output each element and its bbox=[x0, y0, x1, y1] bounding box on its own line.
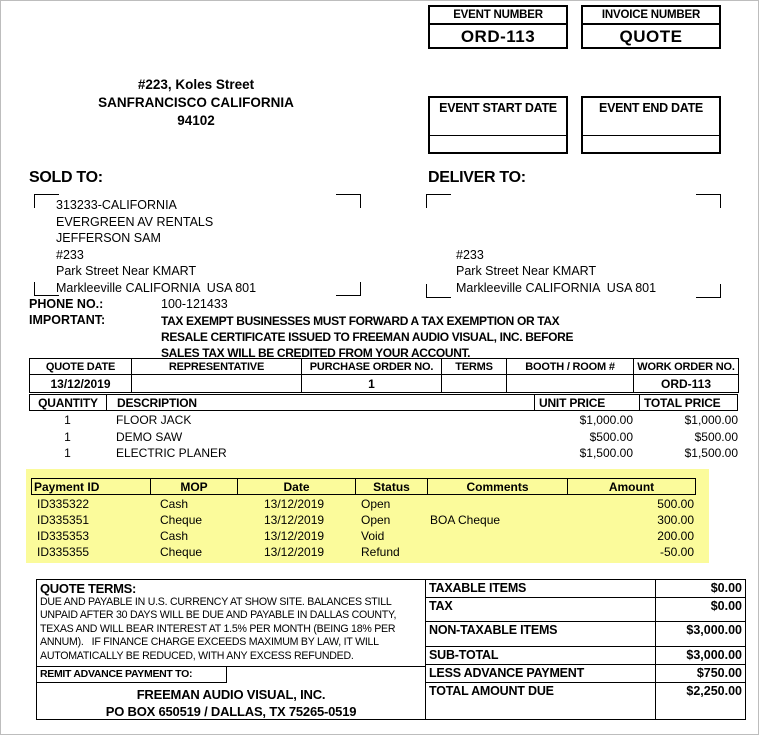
event-start-date-box bbox=[428, 96, 568, 154]
payment-amount: -50.00 bbox=[659, 545, 694, 559]
payment-amount: 500.00 bbox=[657, 497, 694, 511]
sold-to-line: 313233-CALIFORNIA bbox=[56, 198, 177, 212]
event-number-value: ORD-113 bbox=[460, 27, 536, 46]
total-row bbox=[426, 647, 745, 665]
payment-row bbox=[31, 495, 709, 511]
item-description: DEMO SAW bbox=[116, 429, 183, 444]
total-value: $0.00 bbox=[710, 581, 742, 595]
company-address bbox=[41, 76, 351, 130]
sold-to-line: #233 bbox=[56, 247, 84, 262]
important-text: TAX EXEMPT BUSINESSES MUST FORWARD A TAX EXEMPTION OR TAX RESALE CERTIFICATE ISSUED TO FREEMAN AUDIO VISUAL, INC. BEFORE SALES TAX WILL BE CREDITED FROM YOUR ACCOUNT. bbox=[161, 314, 577, 361]
total-label: TOTAL AMOUNT DUE bbox=[426, 683, 656, 719]
remit-company-name: FREEMAN AUDIO VISUAL, INC. bbox=[136, 687, 326, 702]
payments-section bbox=[26, 469, 709, 563]
order-info-header-row bbox=[30, 359, 739, 375]
item-unit-price: $1,500.00 bbox=[579, 446, 633, 460]
event-start-date-value bbox=[430, 136, 566, 152]
crop-mark bbox=[696, 194, 721, 208]
total-label: LESS ADVANCE PAYMENT bbox=[426, 665, 656, 682]
payment-date: 13/12/2019 bbox=[264, 545, 325, 559]
event-number-label: EVENT NUMBER bbox=[430, 7, 566, 25]
sold-to-line: Markleeville CALIFORNIA USA 801 bbox=[56, 280, 257, 295]
terms-header: TERMS bbox=[442, 359, 507, 375]
payments-header-row bbox=[31, 478, 709, 495]
quote-terms-heading: QUOTE TERMS: bbox=[40, 581, 137, 596]
item-quantity: 1 bbox=[64, 413, 71, 427]
payment-amount: 300.00 bbox=[657, 513, 694, 527]
invoice-number-value: QUOTE bbox=[619, 27, 683, 46]
quote-date-value: 13/12/2019 bbox=[30, 375, 132, 393]
item-row bbox=[29, 430, 738, 447]
date-header: Date bbox=[238, 478, 356, 495]
sold-to-address bbox=[56, 197, 256, 296]
booth-room-header: BOOTH / ROOM # bbox=[507, 359, 634, 375]
payment-status: Open bbox=[361, 513, 391, 527]
purchase-order-header: PURCHASE ORDER NO. bbox=[302, 359, 442, 375]
payment-mop: Cash bbox=[160, 529, 189, 543]
payment-date: 13/12/2019 bbox=[264, 513, 325, 527]
order-info-value-row bbox=[30, 375, 739, 393]
total-label: TAXABLE ITEMS bbox=[426, 580, 656, 597]
item-total-price: $1,500.00 bbox=[684, 446, 738, 460]
phone-label: PHONE NO.: bbox=[29, 297, 104, 311]
payment-mop: Cheque bbox=[160, 513, 203, 527]
payment-row bbox=[31, 527, 709, 543]
invoice-number-label: INVOICE NUMBER bbox=[583, 7, 719, 25]
event-end-date-box bbox=[581, 96, 721, 154]
payment-amount: 200.00 bbox=[657, 529, 694, 543]
sold-to-line: EVERGREEN AV RENTALS bbox=[56, 214, 214, 229]
payment-id: ID335353 bbox=[37, 529, 90, 543]
total-value: $0.00 bbox=[710, 599, 742, 613]
deliver-to-line bbox=[456, 214, 656, 231]
event-number-box bbox=[428, 5, 568, 49]
total-row bbox=[426, 598, 745, 622]
company-address-line: 94102 bbox=[177, 113, 215, 128]
work-order-header: WORK ORDER NO. bbox=[634, 359, 739, 375]
total-value: $750.00 bbox=[696, 666, 742, 680]
crop-mark bbox=[426, 194, 451, 208]
payment-status: Open bbox=[361, 497, 391, 511]
terms-value bbox=[442, 375, 507, 393]
deliver-to-line bbox=[456, 230, 656, 247]
totals-table bbox=[425, 579, 746, 720]
payments-table-body bbox=[31, 495, 709, 559]
payment-row bbox=[31, 543, 709, 559]
remit-label: REMIT ADVANCE PAYMENT TO: bbox=[37, 667, 227, 683]
item-total-price: $500.00 bbox=[694, 429, 738, 444]
company-address-line: #223, Koles Street bbox=[137, 77, 255, 92]
payment-id-header: Payment ID bbox=[31, 478, 151, 495]
order-info-table bbox=[29, 358, 739, 393]
payment-id: ID335355 bbox=[37, 545, 90, 559]
payment-comments: BOA Cheque bbox=[430, 513, 501, 527]
total-label: TAX bbox=[426, 598, 656, 621]
total-value: $3,000.00 bbox=[686, 648, 742, 662]
comments-header: Comments bbox=[428, 478, 568, 495]
quote-terms-section bbox=[36, 579, 426, 720]
payment-status: Void bbox=[361, 529, 385, 543]
event-end-date-label: EVENT END DATE bbox=[583, 98, 719, 136]
deliver-to-heading: DELIVER TO: bbox=[428, 169, 526, 186]
deliver-to-line: Park Street Near KMART bbox=[456, 264, 597, 278]
crop-mark bbox=[336, 194, 361, 208]
total-value: $2,250.00 bbox=[686, 684, 742, 698]
total-value: $3,000.00 bbox=[686, 623, 742, 637]
sold-to-line: Park Street Near KMART bbox=[56, 264, 197, 278]
total-row bbox=[426, 665, 745, 683]
items-header-row bbox=[29, 394, 738, 411]
event-end-date-value bbox=[583, 136, 719, 152]
deliver-to-line bbox=[456, 197, 656, 214]
status-header: Status bbox=[356, 478, 428, 495]
payment-date: 13/12/2019 bbox=[264, 529, 325, 543]
crop-mark bbox=[696, 284, 721, 298]
amount-header: Amount bbox=[568, 478, 696, 495]
quote-terms-body: DUE AND PAYABLE IN U.S. CURRENCY AT SHOW SITE. BALANCES STILL UNPAID AFTER 30 DAYS WILL BE DUE AND PAYABLE IN DALLAS COUNTY, TEXAS AND WILL BEAR INTEREST AT 1.5% PER MONTH (BEING 18% PER ANNUM). IF FINANCE CHARGE EXCEEDS MAXIMUM BY LAW, IT WILL AUTOMATICALLY BE REDUCED, WITH ANY EXCESS REFUNDED. bbox=[40, 596, 399, 662]
total-price-header: TOTAL PRICE bbox=[639, 395, 738, 410]
invoice-number-box bbox=[581, 5, 721, 49]
unit-price-header: UNIT PRICE bbox=[534, 395, 639, 410]
items-table-body bbox=[29, 413, 738, 463]
mop-header: MOP bbox=[151, 478, 238, 495]
payment-id: ID335351 bbox=[37, 513, 90, 527]
deliver-to-line: #233 bbox=[456, 247, 484, 262]
quote-date-header: QUOTE DATE bbox=[30, 359, 132, 375]
deliver-to-line: Markleeville CALIFORNIA USA 801 bbox=[456, 280, 657, 295]
total-row bbox=[426, 622, 745, 647]
company-address-line: SANFRANCISCO CALIFORNIA bbox=[98, 95, 294, 110]
item-description: ELECTRIC PLANER bbox=[116, 446, 227, 460]
item-description: FLOOR JACK bbox=[116, 413, 192, 427]
representative-value bbox=[132, 375, 302, 393]
event-start-date-label: EVENT START DATE bbox=[430, 98, 566, 136]
item-row bbox=[29, 446, 738, 463]
payment-status: Refund bbox=[361, 545, 400, 559]
item-row bbox=[29, 413, 738, 430]
quantity-header: QUANTITY bbox=[29, 395, 106, 410]
payment-date: 13/12/2019 bbox=[264, 497, 325, 511]
total-row bbox=[426, 683, 745, 719]
remit-address bbox=[37, 683, 425, 720]
important-label: IMPORTANT: bbox=[29, 313, 106, 327]
payment-row bbox=[31, 511, 709, 527]
crop-mark bbox=[426, 284, 451, 298]
deliver-to-address bbox=[456, 197, 656, 296]
sold-to-line: JEFFERSON SAM bbox=[56, 231, 161, 245]
work-order-value: ORD-113 bbox=[634, 375, 739, 393]
item-quantity: 1 bbox=[64, 446, 71, 460]
total-label: NON-TAXABLE ITEMS bbox=[426, 622, 656, 646]
description-header: DESCRIPTION bbox=[106, 395, 534, 410]
payment-mop: Cheque bbox=[160, 545, 203, 559]
item-total-price: $1,000.00 bbox=[684, 413, 738, 427]
item-unit-price: $1,000.00 bbox=[579, 413, 633, 427]
representative-header: REPRESENTATIVE bbox=[132, 359, 302, 375]
remit-company-address: PO BOX 650519 / DALLAS, TX 75265-0519 bbox=[105, 704, 357, 719]
total-label: SUB-TOTAL bbox=[426, 647, 656, 664]
crop-mark bbox=[336, 282, 361, 296]
payment-mop: Cash bbox=[160, 497, 189, 511]
booth-room-value bbox=[507, 375, 634, 393]
sold-to-heading: SOLD TO: bbox=[29, 169, 103, 186]
phone-value: 100-121433 bbox=[161, 297, 228, 311]
total-row bbox=[426, 580, 745, 598]
item-unit-price: $500.00 bbox=[589, 429, 633, 444]
payment-id: ID335322 bbox=[37, 497, 90, 511]
purchase-order-value: 1 bbox=[302, 375, 442, 393]
quote-terms-box bbox=[37, 580, 425, 667]
item-quantity: 1 bbox=[64, 429, 71, 444]
